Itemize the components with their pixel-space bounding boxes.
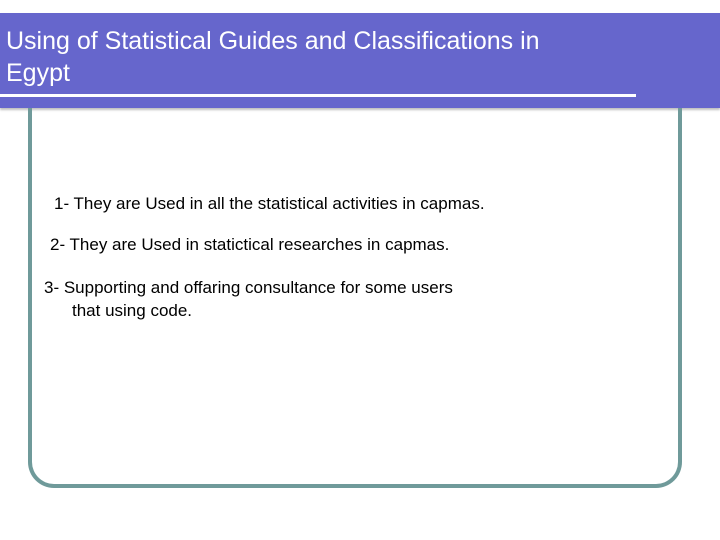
bullet-item-3-continuation: that using code. [72, 301, 193, 320]
slide-title: Using of Statistical Guides and Classifications in Egypt [6, 27, 540, 87]
bullet-item-3: 3- Supporting and offaring consultance for some users [44, 278, 453, 297]
bullet-item-1: 1- They are Used in all the statistical activities in capmas. [54, 194, 485, 213]
title-divider [0, 94, 636, 97]
bullet-item-2: 2- They are Used in statictical researches in capmas. [50, 235, 450, 254]
